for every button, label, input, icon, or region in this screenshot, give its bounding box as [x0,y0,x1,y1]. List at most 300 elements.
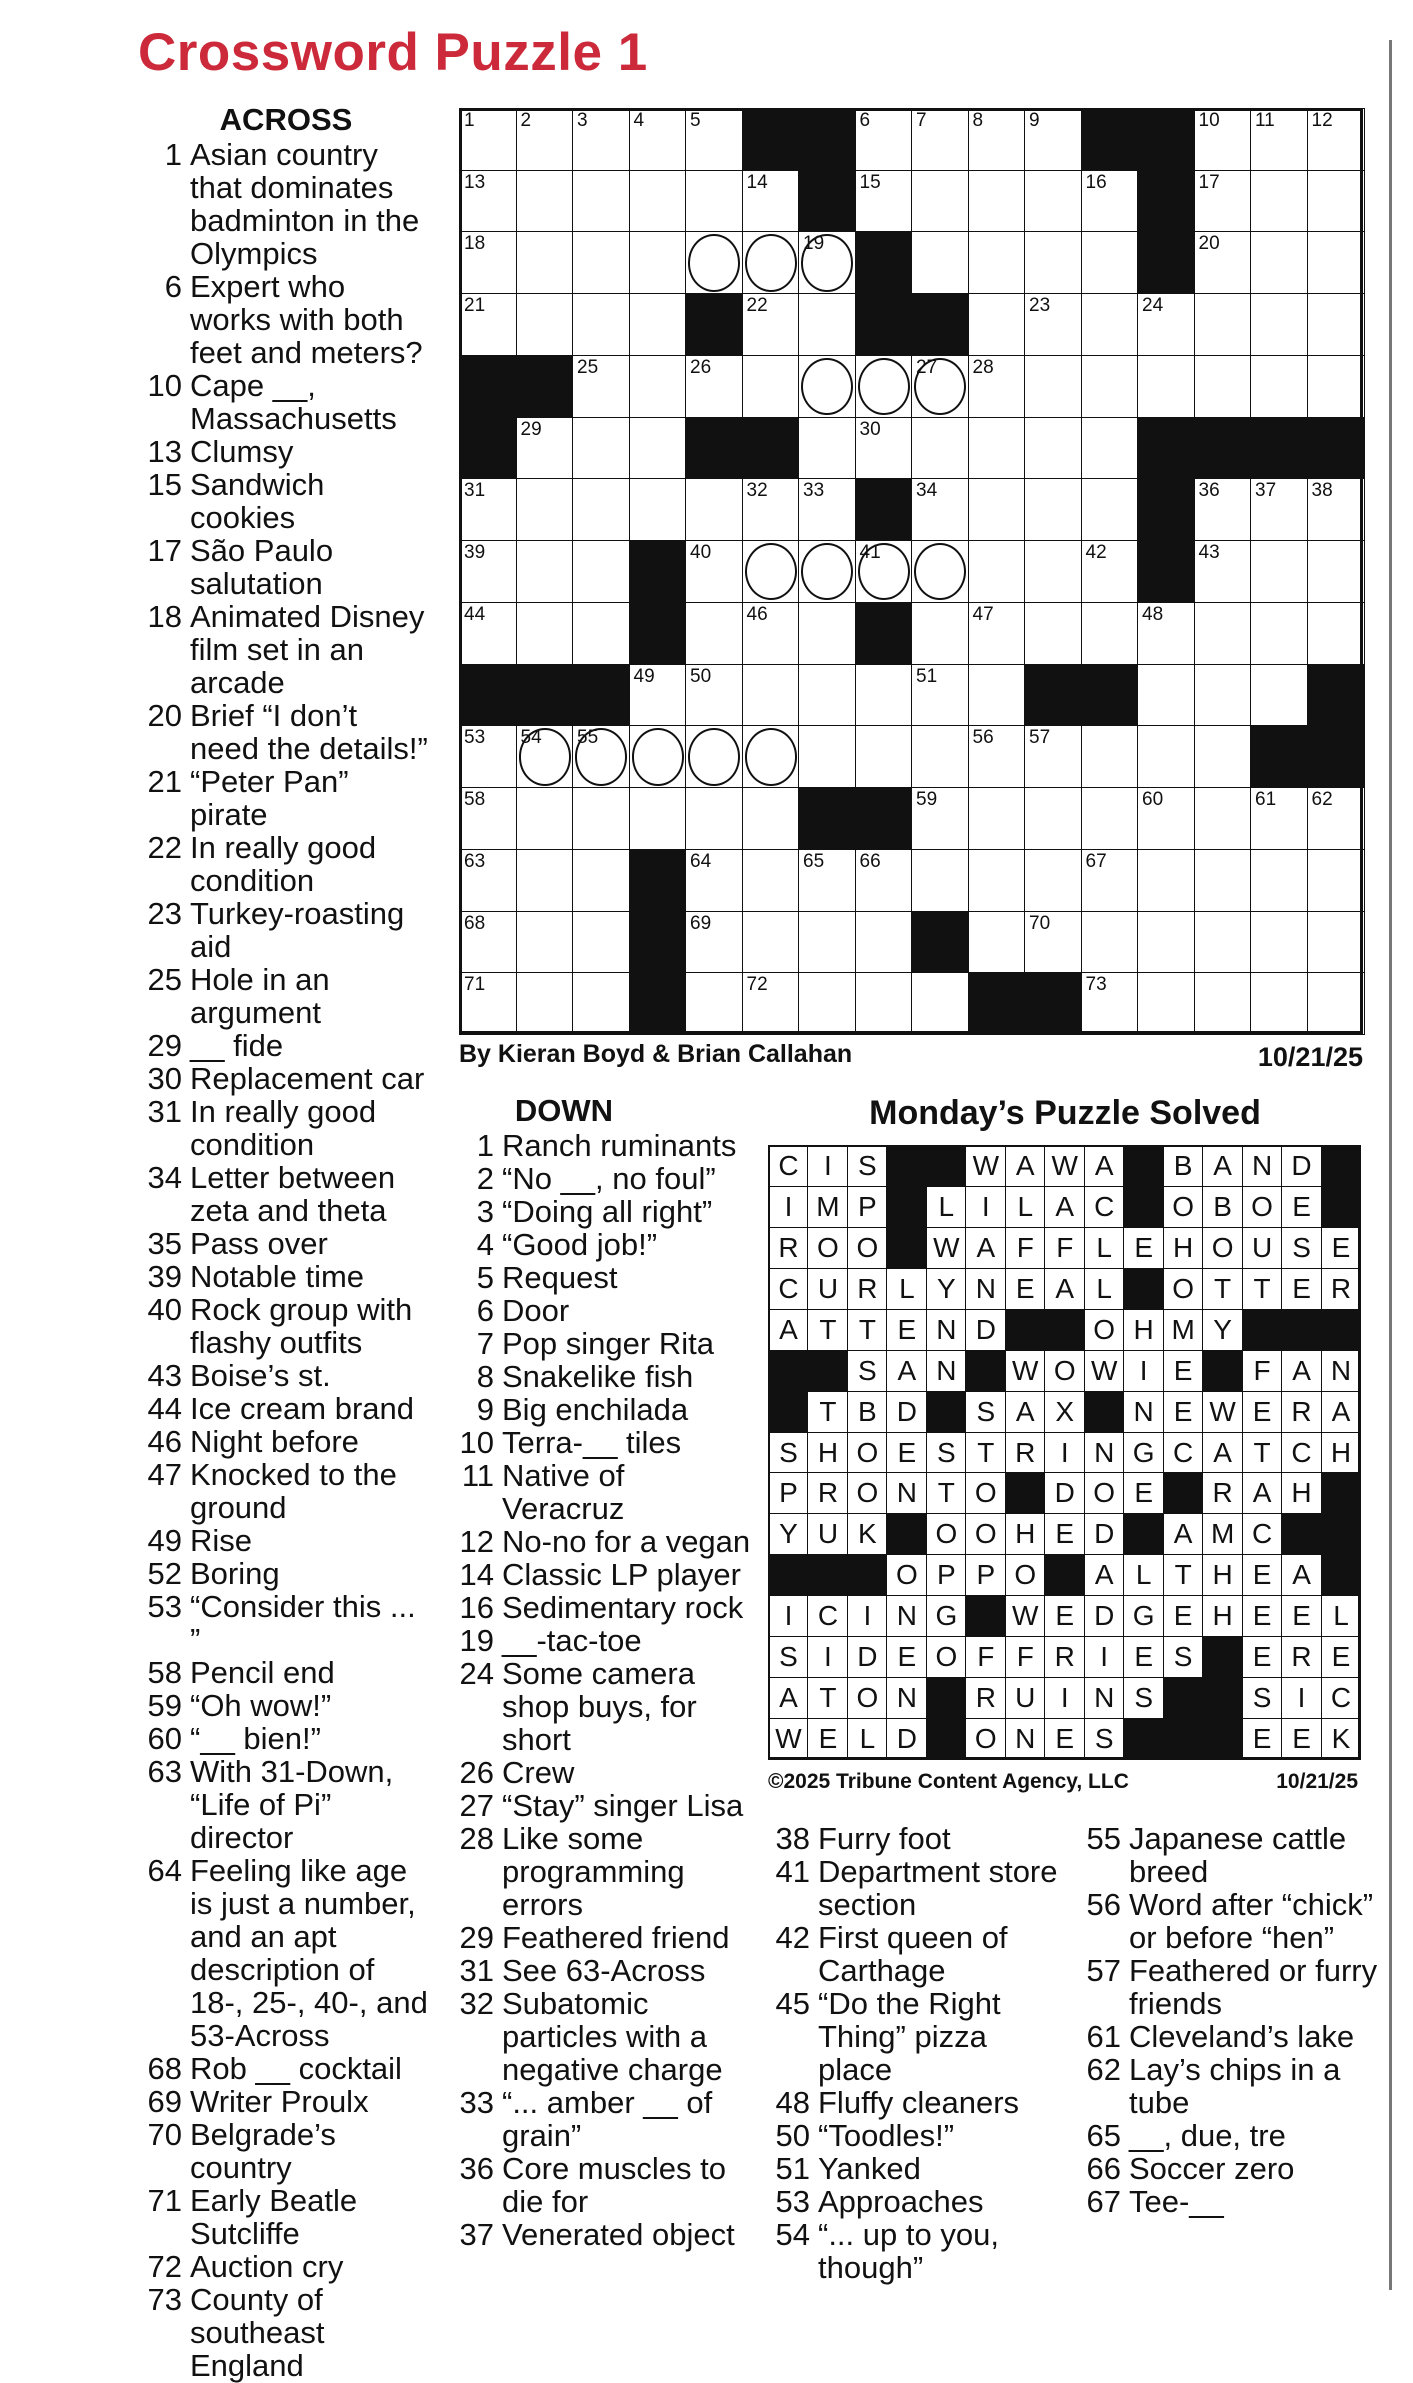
grid-cell[interactable] [798,293,856,356]
grid-cell[interactable] [742,540,800,603]
clue-number: 55 [1086,1821,1121,1856]
grid-cell[interactable] [459,849,517,912]
circle-marker [745,728,797,785]
grid-cell[interactable] [685,108,743,171]
grid-cell[interactable] [459,725,517,788]
grid-cell[interactable] [685,540,743,603]
grid-cell[interactable] [1081,540,1139,603]
grid-cell[interactable] [855,108,913,171]
clue-number: 50 [775,2118,810,2153]
clue-item [140,1392,432,1425]
solution-cell: W [1044,1145,1085,1187]
grid-cell[interactable] [459,108,517,171]
grid-cell[interactable] [1250,602,1308,665]
grid-cell[interactable] [1081,293,1139,356]
grid-cell[interactable] [742,602,800,665]
clue-item [454,1459,754,1525]
grid-cell[interactable] [1194,602,1252,665]
solution-cell: C [768,1145,809,1187]
grid-cell[interactable] [855,972,913,1035]
grid-cell[interactable] [572,849,630,912]
black-square [459,664,517,727]
clue-text: Letter between zeta and theta [190,1160,396,1228]
grid-cell[interactable] [1024,849,1082,912]
solution-cell: C [1321,1677,1362,1719]
grid-cell[interactable] [1194,170,1252,233]
solution-cell: A [1044,1268,1085,1310]
grid-cell[interactable] [1137,972,1195,1035]
clue-item [1079,2119,1379,2152]
grid-cell[interactable] [855,725,913,788]
grid-cell[interactable] [742,787,800,850]
black-square [855,293,913,356]
grid-cell[interactable] [1081,478,1139,541]
cell-number: 34 [916,480,938,502]
grid-cell[interactable] [742,293,800,356]
grid-cell[interactable] [1137,293,1195,356]
grid-cell[interactable] [798,540,856,603]
grid-cell[interactable] [1250,293,1308,356]
grid-cell[interactable] [1024,108,1082,171]
grid-cell[interactable] [1024,231,1082,294]
grid-cell[interactable] [742,170,800,233]
grid-cell[interactable] [1307,849,1365,912]
grid-cell[interactable] [911,602,969,665]
clue-number: 45 [775,1986,810,2021]
grid-cell[interactable] [1307,231,1365,294]
grid-cell[interactable] [855,355,913,418]
cell-number: 54 [520,727,542,749]
clue-item [454,2086,754,2152]
grid-cell[interactable] [685,911,743,974]
grid-cell[interactable] [1081,170,1139,233]
grid-cell[interactable] [572,108,630,171]
grid-cell[interactable] [516,293,574,356]
grid-cell[interactable] [1024,478,1082,541]
solution-cell: N [1242,1145,1283,1187]
grid-cell[interactable] [572,725,630,788]
solution-cell: Y [1202,1309,1243,1351]
black-square [572,664,630,727]
clue-text: Venerated object [502,2217,735,2252]
clue-item [140,2283,432,2382]
solution-cell: S [1281,1227,1322,1269]
grid-cell[interactable] [742,355,800,418]
grid-cell[interactable] [516,725,574,788]
clue-number: 19 [459,1623,494,1658]
grid-cell[interactable] [798,417,856,480]
across-clues [140,103,432,2382]
grid-cell[interactable] [685,170,743,233]
grid-cell[interactable] [516,602,574,665]
cell-number: 23 [1029,295,1051,317]
grid-cell[interactable] [911,972,969,1035]
grid-cell[interactable] [911,725,969,788]
grid-cell[interactable] [685,787,743,850]
grid-cell[interactable] [1137,355,1195,418]
grid-cell[interactable] [516,478,574,541]
grid-cell[interactable] [968,540,1026,603]
grid-cell[interactable] [1250,478,1308,541]
grid-cell[interactable] [911,108,969,171]
clue-text: Core muscles to die for [502,2151,726,2219]
grid-cell[interactable] [1307,108,1365,171]
grid-cell[interactable] [1194,540,1252,603]
clue-text: Feathered or furry friends [1129,1953,1378,2021]
grid-cell[interactable] [855,417,913,480]
solution-cell: N [1084,1677,1125,1719]
grid-cell[interactable] [572,293,630,356]
grid-cell[interactable] [516,231,574,294]
black-square [1137,231,1195,294]
grid-cell[interactable] [1250,849,1308,912]
grid-cell[interactable] [516,108,574,171]
cell-number: 64 [690,850,712,872]
grid-cell[interactable] [1307,972,1365,1035]
grid-cell[interactable] [1307,355,1365,418]
grid-cell[interactable] [1081,911,1139,974]
grid-cell[interactable] [1137,602,1195,665]
grid-cell[interactable] [1024,540,1082,603]
grid-cell[interactable] [459,293,517,356]
grid-cell[interactable] [1081,355,1139,418]
clue-item [1079,1888,1379,1954]
grid-cell[interactable] [911,787,969,850]
grid-cell[interactable] [742,725,800,788]
grid-cell[interactable] [685,602,743,665]
grid-cell[interactable] [968,293,1026,356]
grid-cell[interactable] [1081,849,1139,912]
grid-cell[interactable] [742,911,800,974]
grid-cell[interactable] [459,170,517,233]
grid-cell[interactable] [798,972,856,1035]
grid-cell[interactable] [685,725,743,788]
grid-cell[interactable] [629,417,687,480]
grid-cell[interactable] [1307,787,1365,850]
grid-cell[interactable] [968,355,1026,418]
grid-cell[interactable] [1194,355,1252,418]
grid-cell[interactable] [572,602,630,665]
grid-cell[interactable] [1024,787,1082,850]
solution-cell: L [1321,1595,1362,1637]
across-header: ACROSS [219,102,353,137]
clue-text: Pencil end [190,1655,335,1690]
grid-cell[interactable] [459,478,517,541]
clue-number: 44 [147,1391,182,1426]
grid-cell[interactable] [1024,725,1082,788]
solution-cell: N [886,1472,927,1514]
grid-cell[interactable] [629,231,687,294]
grid-cell[interactable] [459,911,517,974]
grid-cell[interactable] [855,170,913,233]
grid-cell[interactable] [911,664,969,727]
solution-cell: O [1084,1309,1125,1351]
clue-item [454,1195,754,1228]
grid-cell[interactable] [629,664,687,727]
clue-number: 9 [476,1392,494,1427]
grid-cell[interactable] [1194,972,1252,1035]
grid-cell[interactable] [572,231,630,294]
grid-cell[interactable] [629,725,687,788]
grid-cell[interactable] [742,972,800,1035]
clue-text: Knocked to the ground [190,1457,397,1525]
grid-cell[interactable] [1194,231,1252,294]
grid-cell[interactable] [1307,540,1365,603]
grid-cell[interactable] [1024,602,1082,665]
grid-cell[interactable] [1081,602,1139,665]
grid-cell[interactable] [629,170,687,233]
grid-cell[interactable] [1194,725,1252,788]
grid-cell[interactable] [1194,911,1252,974]
grid-cell[interactable] [798,478,856,541]
grid-cell[interactable] [572,478,630,541]
grid-cell[interactable] [629,355,687,418]
grid-cell[interactable] [1250,911,1308,974]
grid-cell[interactable] [572,972,630,1035]
grid-cell[interactable] [1250,787,1308,850]
solution-cell: B [847,1391,888,1433]
clue-text: Door [502,1293,570,1328]
grid-cell[interactable] [1081,417,1139,480]
grid-cell[interactable] [742,478,800,541]
grid-cell[interactable] [968,849,1026,912]
grid-cell[interactable] [798,911,856,974]
grid-cell[interactable] [968,911,1026,974]
grid-cell[interactable] [1194,293,1252,356]
grid-cell[interactable] [911,540,969,603]
grid-cell[interactable] [1307,293,1365,356]
cell-number: 25 [577,356,599,378]
grid-cell[interactable] [629,478,687,541]
clue-text: Yanked [818,2151,921,2186]
cell-number: 15 [859,171,881,193]
grid-cell[interactable] [1250,972,1308,1035]
grid-cell[interactable] [968,417,1026,480]
solution-cell: D [886,1718,927,1760]
grid-cell[interactable] [1081,972,1139,1035]
grid-cell[interactable] [516,972,574,1035]
solution-cell: I [1281,1677,1322,1719]
grid-cell[interactable] [1081,231,1139,294]
grid-cell[interactable] [968,170,1026,233]
grid-cell[interactable] [1137,911,1195,974]
grid-cell[interactable] [572,540,630,603]
grid-cell[interactable] [1081,787,1139,850]
clue-item [1079,2152,1379,2185]
solution-cell: A [1281,1554,1322,1596]
grid-cell[interactable] [1250,108,1308,171]
grid-cell[interactable] [968,108,1026,171]
grid-cell[interactable] [968,725,1026,788]
grid-cell[interactable] [1307,602,1365,665]
grid-cell[interactable] [911,478,969,541]
black-square [798,108,856,171]
grid-cell[interactable] [911,355,969,418]
grid-cell[interactable] [855,540,913,603]
black-square [855,787,913,850]
solution-cell: I [1084,1636,1125,1678]
grid-cell[interactable] [911,417,969,480]
solution-cell: C [1163,1432,1204,1474]
clue-item [768,1822,1068,1855]
clue-number: 29 [459,1920,494,1955]
grid-cell[interactable] [1194,849,1252,912]
grid-cell[interactable] [911,849,969,912]
grid-cell[interactable] [742,231,800,294]
grid-cell[interactable] [1250,664,1308,727]
solution-cell: O [1084,1472,1125,1514]
cell-number: 11 [1255,110,1275,131]
clue-number: 5 [476,1260,494,1295]
grid-cell[interactable] [1194,478,1252,541]
grid-cell[interactable] [629,108,687,171]
clue-text: Brief “I don’t need the details!” [190,698,428,766]
solution-cell: F [1005,1636,1046,1678]
clue-number: 31 [459,1953,494,1988]
clue-text: Pop singer Rita [502,1326,714,1361]
grid-cell[interactable] [1250,170,1308,233]
grid-cell[interactable] [459,787,517,850]
solution-cell: F [965,1636,1006,1678]
grid-cell[interactable] [1081,725,1139,788]
grid-cell[interactable] [516,540,574,603]
clue-item [140,1656,432,1689]
clue-text: São Paulo salutation [190,533,334,601]
solution-cell: T [1242,1432,1283,1474]
grid-cell[interactable] [968,664,1026,727]
black-square [1081,108,1139,171]
grid-cell[interactable] [1024,355,1082,418]
grid-cell[interactable] [685,355,743,418]
grid-cell[interactable] [1137,664,1195,727]
solution-cell: O [847,1472,888,1514]
grid-cell[interactable] [1194,664,1252,727]
grid-cell[interactable] [968,231,1026,294]
clue-number: 43 [147,1358,182,1393]
clue-number: 53 [147,1589,182,1624]
grid-cell[interactable] [855,911,913,974]
grid-cell[interactable] [968,478,1026,541]
solution-cell: W [1005,1595,1046,1637]
grid-cell[interactable] [629,293,687,356]
grid-cell[interactable] [968,602,1026,665]
grid-cell[interactable] [855,849,913,912]
solution-black-square [926,1718,967,1760]
clue-number: 6 [164,269,182,304]
cell-number: 61 [1255,789,1277,811]
grid-cell[interactable] [685,231,743,294]
grid-cell[interactable] [572,170,630,233]
grid-cell[interactable] [1024,417,1082,480]
grid-cell[interactable] [798,231,856,294]
clue-number: 15 [147,467,182,502]
solution-cell: A [965,1227,1006,1269]
grid-cell[interactable] [516,911,574,974]
grid-cell[interactable] [459,972,517,1035]
grid-cell[interactable] [1024,170,1082,233]
clue-item [140,2184,432,2250]
grid-cell[interactable] [572,417,630,480]
cell-number: 72 [746,974,768,996]
grid-cell[interactable] [685,478,743,541]
grid-cell[interactable] [1137,787,1195,850]
grid-cell[interactable] [798,664,856,727]
solution-black-square [807,1554,848,1596]
grid-cell[interactable] [572,911,630,974]
clue-number: 17 [147,533,182,568]
grid-cell[interactable] [1194,787,1252,850]
cell-number: 3 [577,110,588,131]
cell-number: 39 [464,542,486,564]
cell-number: 70 [1029,912,1051,934]
grid-cell[interactable] [1307,911,1365,974]
grid-cell[interactable] [516,417,574,480]
grid-cell[interactable] [572,787,630,850]
solution-cell: N [1084,1432,1125,1474]
solution-cell: U [807,1268,848,1310]
solution-cell: L [847,1718,888,1760]
grid-cell[interactable] [459,540,517,603]
cell-number: 69 [690,912,712,934]
solution-cell: U [1005,1677,1046,1719]
grid-cell[interactable] [459,602,517,665]
grid-cell[interactable] [459,231,517,294]
solution-cell: T [807,1391,848,1433]
grid-cell[interactable] [1137,849,1195,912]
grid-cell[interactable] [1250,540,1308,603]
grid-cell[interactable] [685,972,743,1035]
clue-number: 32 [459,1986,494,2021]
grid-cell[interactable] [742,849,800,912]
clue-item [140,270,432,369]
grid-cell[interactable] [968,787,1026,850]
clue-number: 30 [147,1061,182,1096]
grid-cell[interactable] [1307,170,1365,233]
grid-cell[interactable] [1024,293,1082,356]
grid-cell[interactable] [1307,478,1365,541]
black-square [855,231,913,294]
grid-cell[interactable] [911,231,969,294]
solution-cell: P [847,1186,888,1228]
grid-cell[interactable] [742,664,800,727]
grid-cell[interactable] [629,787,687,850]
grid-cell[interactable] [1194,108,1252,171]
clue-item [140,2250,432,2283]
grid-cell[interactable] [1137,725,1195,788]
grid-cell[interactable] [798,355,856,418]
grid-cell[interactable] [798,725,856,788]
grid-cell[interactable] [516,787,574,850]
grid-cell[interactable] [516,849,574,912]
grid-cell[interactable] [1250,355,1308,418]
solution-cell: D [1084,1595,1125,1637]
solution-cell: O [807,1227,848,1269]
clue-text: Fluffy cleaners [818,2085,1020,2120]
grid-cell[interactable] [798,849,856,912]
grid-cell[interactable] [1024,911,1082,974]
grid-cell[interactable] [1250,231,1308,294]
grid-cell[interactable] [572,355,630,418]
grid-cell[interactable] [855,664,913,727]
grid-cell[interactable] [798,602,856,665]
grid-cell[interactable] [911,170,969,233]
clue-text: Ice cream brand [190,1391,414,1426]
clue-number: 48 [775,2085,810,2120]
grid-cell[interactable] [685,849,743,912]
grid-cell[interactable] [685,664,743,727]
grid-cell[interactable] [516,170,574,233]
solution-black-square [1321,1309,1362,1351]
